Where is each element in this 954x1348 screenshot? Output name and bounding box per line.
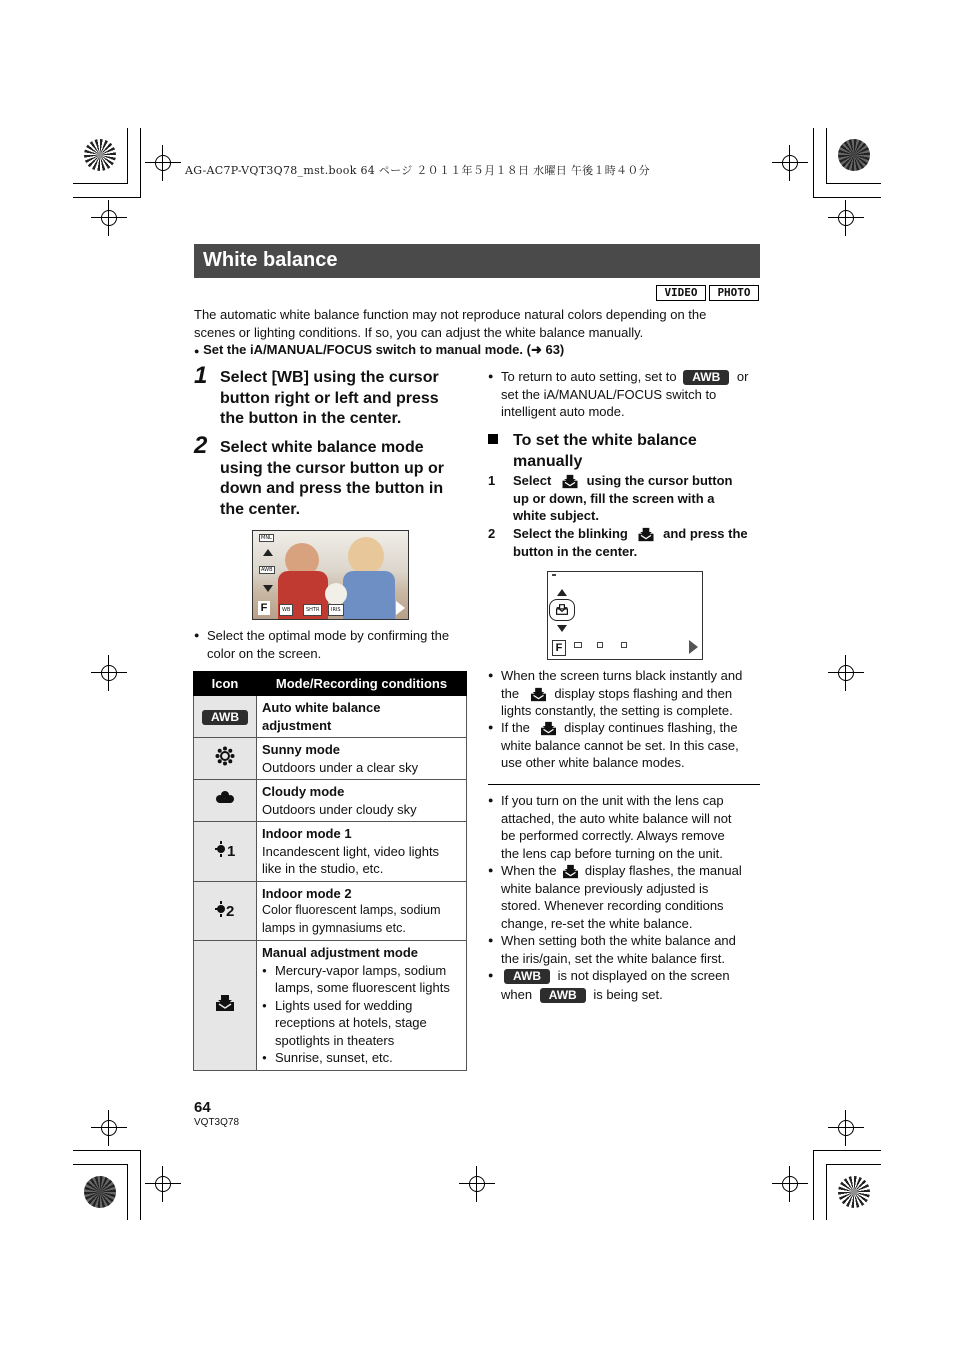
down-arrow-icon [263, 585, 273, 592]
step-line: button right or left and press [220, 389, 439, 407]
manual-step-text: Select [513, 473, 552, 488]
sun-icon-cell [194, 738, 257, 780]
crosshair-icon [101, 210, 117, 226]
mode-title: Indoor mode 1 [262, 826, 352, 841]
icon-column-header: Icon [194, 672, 257, 696]
down-arrow-icon [557, 625, 567, 632]
note-line: white balance previously adjusted is [501, 880, 709, 896]
note-line: change, re-set the white balance. [501, 915, 693, 931]
step-1-text [220, 368, 439, 430]
intro-line: scenes or lighting conditions. If so, you can adjust the white balance manually. [194, 324, 644, 340]
mode-desc: ● Sunrise, sunset, etc. [275, 1050, 393, 1065]
mode-title: Sunny mode [262, 742, 341, 757]
crosshair-icon [782, 1176, 798, 1192]
mode-column-header: Mode/Recording conditions [257, 672, 467, 696]
shtr-tag: SHTR [303, 604, 322, 616]
shtr-tag [597, 642, 603, 648]
mode-desc: Outdoors under cloudy sky [262, 801, 417, 817]
note-line: intelligent auto mode. [501, 404, 625, 419]
indoor1-icon-cell [194, 822, 257, 882]
sub-bullet [262, 997, 461, 1050]
step-line: Select white balance mode [220, 439, 424, 456]
note-line: lights constantly, the setting is complete. [501, 703, 733, 718]
note-line: color on the screen. [207, 645, 322, 661]
crosshair-icon [155, 155, 171, 171]
crosshair-icon [838, 1120, 854, 1136]
note-line: When the screen turns black instantly and [501, 668, 743, 683]
note-text: or [736, 369, 749, 384]
next-arrow-icon [689, 640, 698, 654]
mnl-tag: MNL [261, 535, 272, 541]
mode-desc: Incandescent light, video lights [262, 843, 440, 859]
crosshair-icon [838, 210, 854, 226]
note-text: display stops flashing and then [554, 685, 733, 701]
note-line: white balance cannot be set. In this case, [501, 737, 739, 753]
svg-text:2: 2 [226, 902, 235, 919]
iris-tag: IRIS [328, 604, 344, 616]
manual-section-heading [513, 431, 697, 472]
step-line: the center. [220, 500, 301, 518]
note-text: To return to auto setting, set to [501, 369, 677, 384]
sun-icon [215, 746, 235, 766]
manual-wb-icon [540, 721, 557, 736]
mnl-tag [552, 574, 556, 576]
camera-screen-manual-wb [547, 571, 703, 660]
section-heading-line: To set the white balance [513, 432, 697, 449]
manual-step-line: up or down, fill the screen with a [513, 490, 715, 506]
step-line: the button in the center. [220, 410, 402, 427]
note-text: If the [501, 720, 530, 735]
white-balance-mode-table [193, 671, 467, 1071]
table-row [194, 822, 467, 882]
note-text: is being set. [593, 986, 663, 1002]
note-line: stored. Whenever recording conditions [501, 898, 724, 913]
camera-screen-photo [252, 530, 409, 620]
mode-desc: lamps, some fluorescent lights [275, 980, 450, 995]
note-line: When setting both the white balance and [501, 933, 736, 948]
manual-step-line: white subject. [513, 508, 599, 523]
awb-icon: AWB [683, 370, 729, 385]
section-title-bar [194, 244, 760, 278]
mode-desc: ● Mercury-vapor lamps, sodium [275, 962, 447, 978]
manual-wb-icon [637, 527, 655, 542]
note-text: when [501, 986, 533, 1002]
manual-step-text: Select the blinking [513, 526, 628, 541]
mode-desc: like in the studio, etc. [262, 861, 384, 876]
puppy [325, 583, 347, 605]
mode-title: Indoor mode 2 [262, 885, 352, 901]
note-text: display flashes, the manual [584, 863, 742, 878]
registration-sunburst-icon [838, 1176, 870, 1208]
step-line: down and press the button in [220, 480, 444, 497]
manual-wb-icon [562, 864, 579, 879]
crosshair-icon [101, 665, 117, 681]
note-text: display continues flashing, the [564, 720, 738, 735]
mode-title: Cloudy mode [262, 784, 345, 799]
manual-step-text: using the cursor button [586, 473, 733, 488]
page-number: 64 [194, 1099, 211, 1116]
note-text: is not displayed on the screen [557, 968, 730, 983]
child-right [348, 537, 384, 575]
document-code: VQT3Q78 [194, 1117, 240, 1128]
cloud-icon-cell [194, 780, 257, 822]
manual-wb-icon [215, 994, 235, 1012]
svg-text:1: 1 [227, 843, 236, 859]
indoor2-icon-cell [194, 881, 257, 941]
table-header-row [194, 672, 467, 696]
mode-title: Auto white balance [262, 700, 381, 715]
up-arrow-icon [557, 589, 567, 596]
mode-cell [257, 780, 467, 822]
mode-title: adjustment [262, 717, 332, 733]
indoor1-icon [213, 839, 237, 859]
manual-wb-icon-cell [194, 941, 257, 1071]
mode-desc: Color fluorescent lamps, sodium [262, 903, 441, 917]
registration-sunburst-icon [84, 1176, 116, 1208]
manual-step-number: 2 [488, 526, 496, 541]
manual-step-text: and press the [663, 526, 748, 541]
note-line: be performed correctly. Always remove [501, 828, 725, 843]
manual-wb-selected-icon [549, 599, 575, 621]
manual-step-line: button in the center. [513, 543, 638, 559]
table-row [194, 738, 467, 780]
step-number: 2 [194, 432, 208, 459]
iris-tag [621, 642, 627, 648]
mode-desc: lamps in gymnasiums etc. [262, 920, 406, 935]
crosshair-icon [469, 1176, 485, 1192]
divider [488, 784, 760, 785]
table-row [194, 780, 467, 822]
back-icon: F [552, 640, 566, 656]
note-text: When the [501, 863, 557, 878]
note-line: the iris/gain, set the white balance first. [501, 950, 726, 966]
awb-icon-cell [194, 696, 257, 738]
manual-step-number: 1 [488, 473, 496, 488]
intro-text [194, 306, 760, 361]
crosshair-icon [838, 665, 854, 681]
manual-wb-icon [561, 474, 579, 489]
note-line: If you turn on the unit with the lens cap [501, 793, 724, 808]
prerequisite-text: Set the iA/MANUAL/FOCUS switch to manual mode. (➜ 63) [203, 342, 565, 357]
awb-icon: AWB [540, 988, 586, 1003]
crosshair-icon [155, 1176, 171, 1192]
mode-desc: spotlights in theaters [275, 1032, 395, 1048]
note-line: set the iA/MANUAL/FOCUS switch to [501, 386, 717, 402]
awb-icon: AWB [202, 710, 248, 725]
note-line: use other white balance modes. [501, 755, 685, 770]
step-2-text [220, 438, 444, 520]
mode-cell [257, 696, 467, 738]
mode-cell [257, 738, 467, 780]
page-title: White balance [203, 249, 338, 271]
note-line: the lens cap before turning on the unit. [501, 845, 723, 861]
awb-icon: AWB [504, 969, 550, 984]
video-mode-badge: VIDEO [656, 285, 706, 301]
mode-desc: receptions at hotels, stage [275, 1015, 427, 1030]
mode-cell [257, 941, 467, 1071]
crosshair-icon [782, 155, 798, 171]
table-row [194, 696, 467, 738]
note-line: attached, the auto white balance will not [501, 810, 732, 826]
intro-line: The automatic white balance function may not reproduce natural colors depending on the [194, 307, 707, 322]
section-heading-line: manually [513, 452, 583, 470]
step-number: 1 [194, 362, 208, 389]
registration-sunburst-icon [84, 139, 116, 171]
wb-tag: WB [279, 604, 293, 616]
table-row [194, 881, 467, 941]
sub-bullet [262, 962, 461, 997]
back-icon: F [258, 601, 270, 615]
wb-tag [574, 642, 582, 648]
table-row [194, 941, 467, 1071]
mode-title: Manual adjustment mode [262, 945, 419, 960]
manual-wb-icon [530, 687, 547, 702]
file-info-header: AG-AC7P-VQT3Q78_mst.book 64 ページ ２０１１年５月１８日 水曜日 午後１時４０分 [185, 164, 650, 177]
mode-cell [257, 881, 467, 941]
photo-mode-badge: PHOTO [709, 285, 759, 301]
registration-sunburst-icon [838, 139, 870, 171]
cloud-icon [215, 790, 235, 806]
mode-desc: Outdoors under a clear sky [262, 759, 419, 775]
indoor2-icon [213, 899, 237, 919]
awb-tag: AWB [261, 567, 273, 573]
up-arrow-icon [263, 549, 273, 556]
child-right-body [343, 571, 395, 619]
next-arrow-icon [396, 601, 405, 615]
step-line: using the cursor button up or [220, 459, 444, 477]
mode-cell [257, 822, 467, 882]
sub-bullet [262, 1049, 461, 1067]
note-text: the [501, 685, 520, 701]
prerequisite: ● Set the iA/MANUAL/FOCUS switch to manual mode. (➜ 63) [194, 342, 565, 357]
section-square-icon [488, 434, 498, 444]
crosshair-icon [101, 1120, 117, 1136]
step-line: Select [WB] using the cursor [220, 369, 439, 386]
note-line: Select the optimal mode by confirming the [207, 628, 450, 643]
mode-desc: ● Lights used for wedding [275, 997, 413, 1013]
